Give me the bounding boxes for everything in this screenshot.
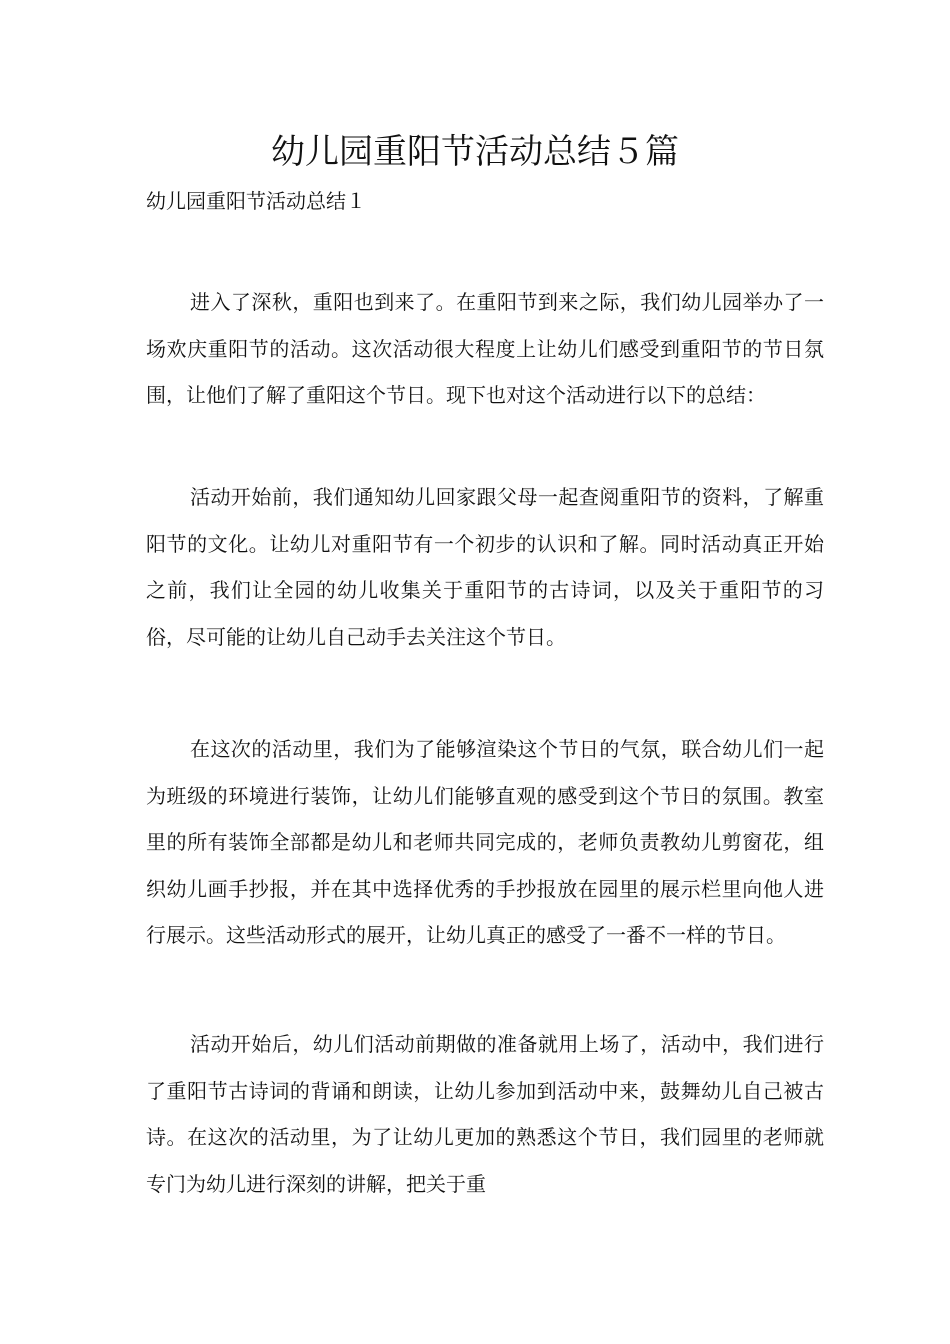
paragraph-4: 活动开始后，幼儿们活动前期做的准备就用上场了，活动中，我们进行了重阳节古诗词的背诵和朗读，让幼儿参加到活动中来，鼓舞幼儿自己被古诗。在这次的活动里，为了让幼儿更加的熟悉这个节日，我们园里的老师就专门为幼儿进行深刻的讲解，把关于重 [146,1032,824,1196]
paragraph-1: 进入了深秋，重阳也到来了。在重阳节到来之际，我们幼儿园举办了一场欢庆重阳节的活动。这次活动很大程度上让幼儿们感受到重阳节的节日氛围，让他们了解了重阳这个节日。现下也对这个活动进行以下的总结： [146,290,824,407]
document-title: 幼儿园重阳节活动总结５篇 [271,132,679,172]
paragraph-3: 在这次的活动里，我们为了能够渲染这个节日的气氛，联合幼儿们一起为班级的环境进行装饰，让幼儿们能够直观的感受到这个节日的氛围。教室里的所有装饰全部都是幼儿和老师共同完成的，老师负责教幼儿剪窗花，组织幼儿画手抄报，并在其中选择优秀的手抄报放在园里的展示栏里向他人进行展示。这些活动形式的展开，让幼儿真正的感受了一番不一样的节日。 [146,737,824,947]
paragraph-2: 活动开始前，我们通知幼儿回家跟父母一起查阅重阳节的资料，了解重阳节的文化。让幼儿对重阳节有一个初步的认识和了解。同时活动真正开始之前，我们让全园的幼儿收集关于重阳节的古诗词，以及关于重阳节的习俗，尽可能的让幼儿自己动手去关注这个节日。 [146,485,824,649]
section-heading: 幼儿园重阳节活动总结１ [146,189,366,213]
